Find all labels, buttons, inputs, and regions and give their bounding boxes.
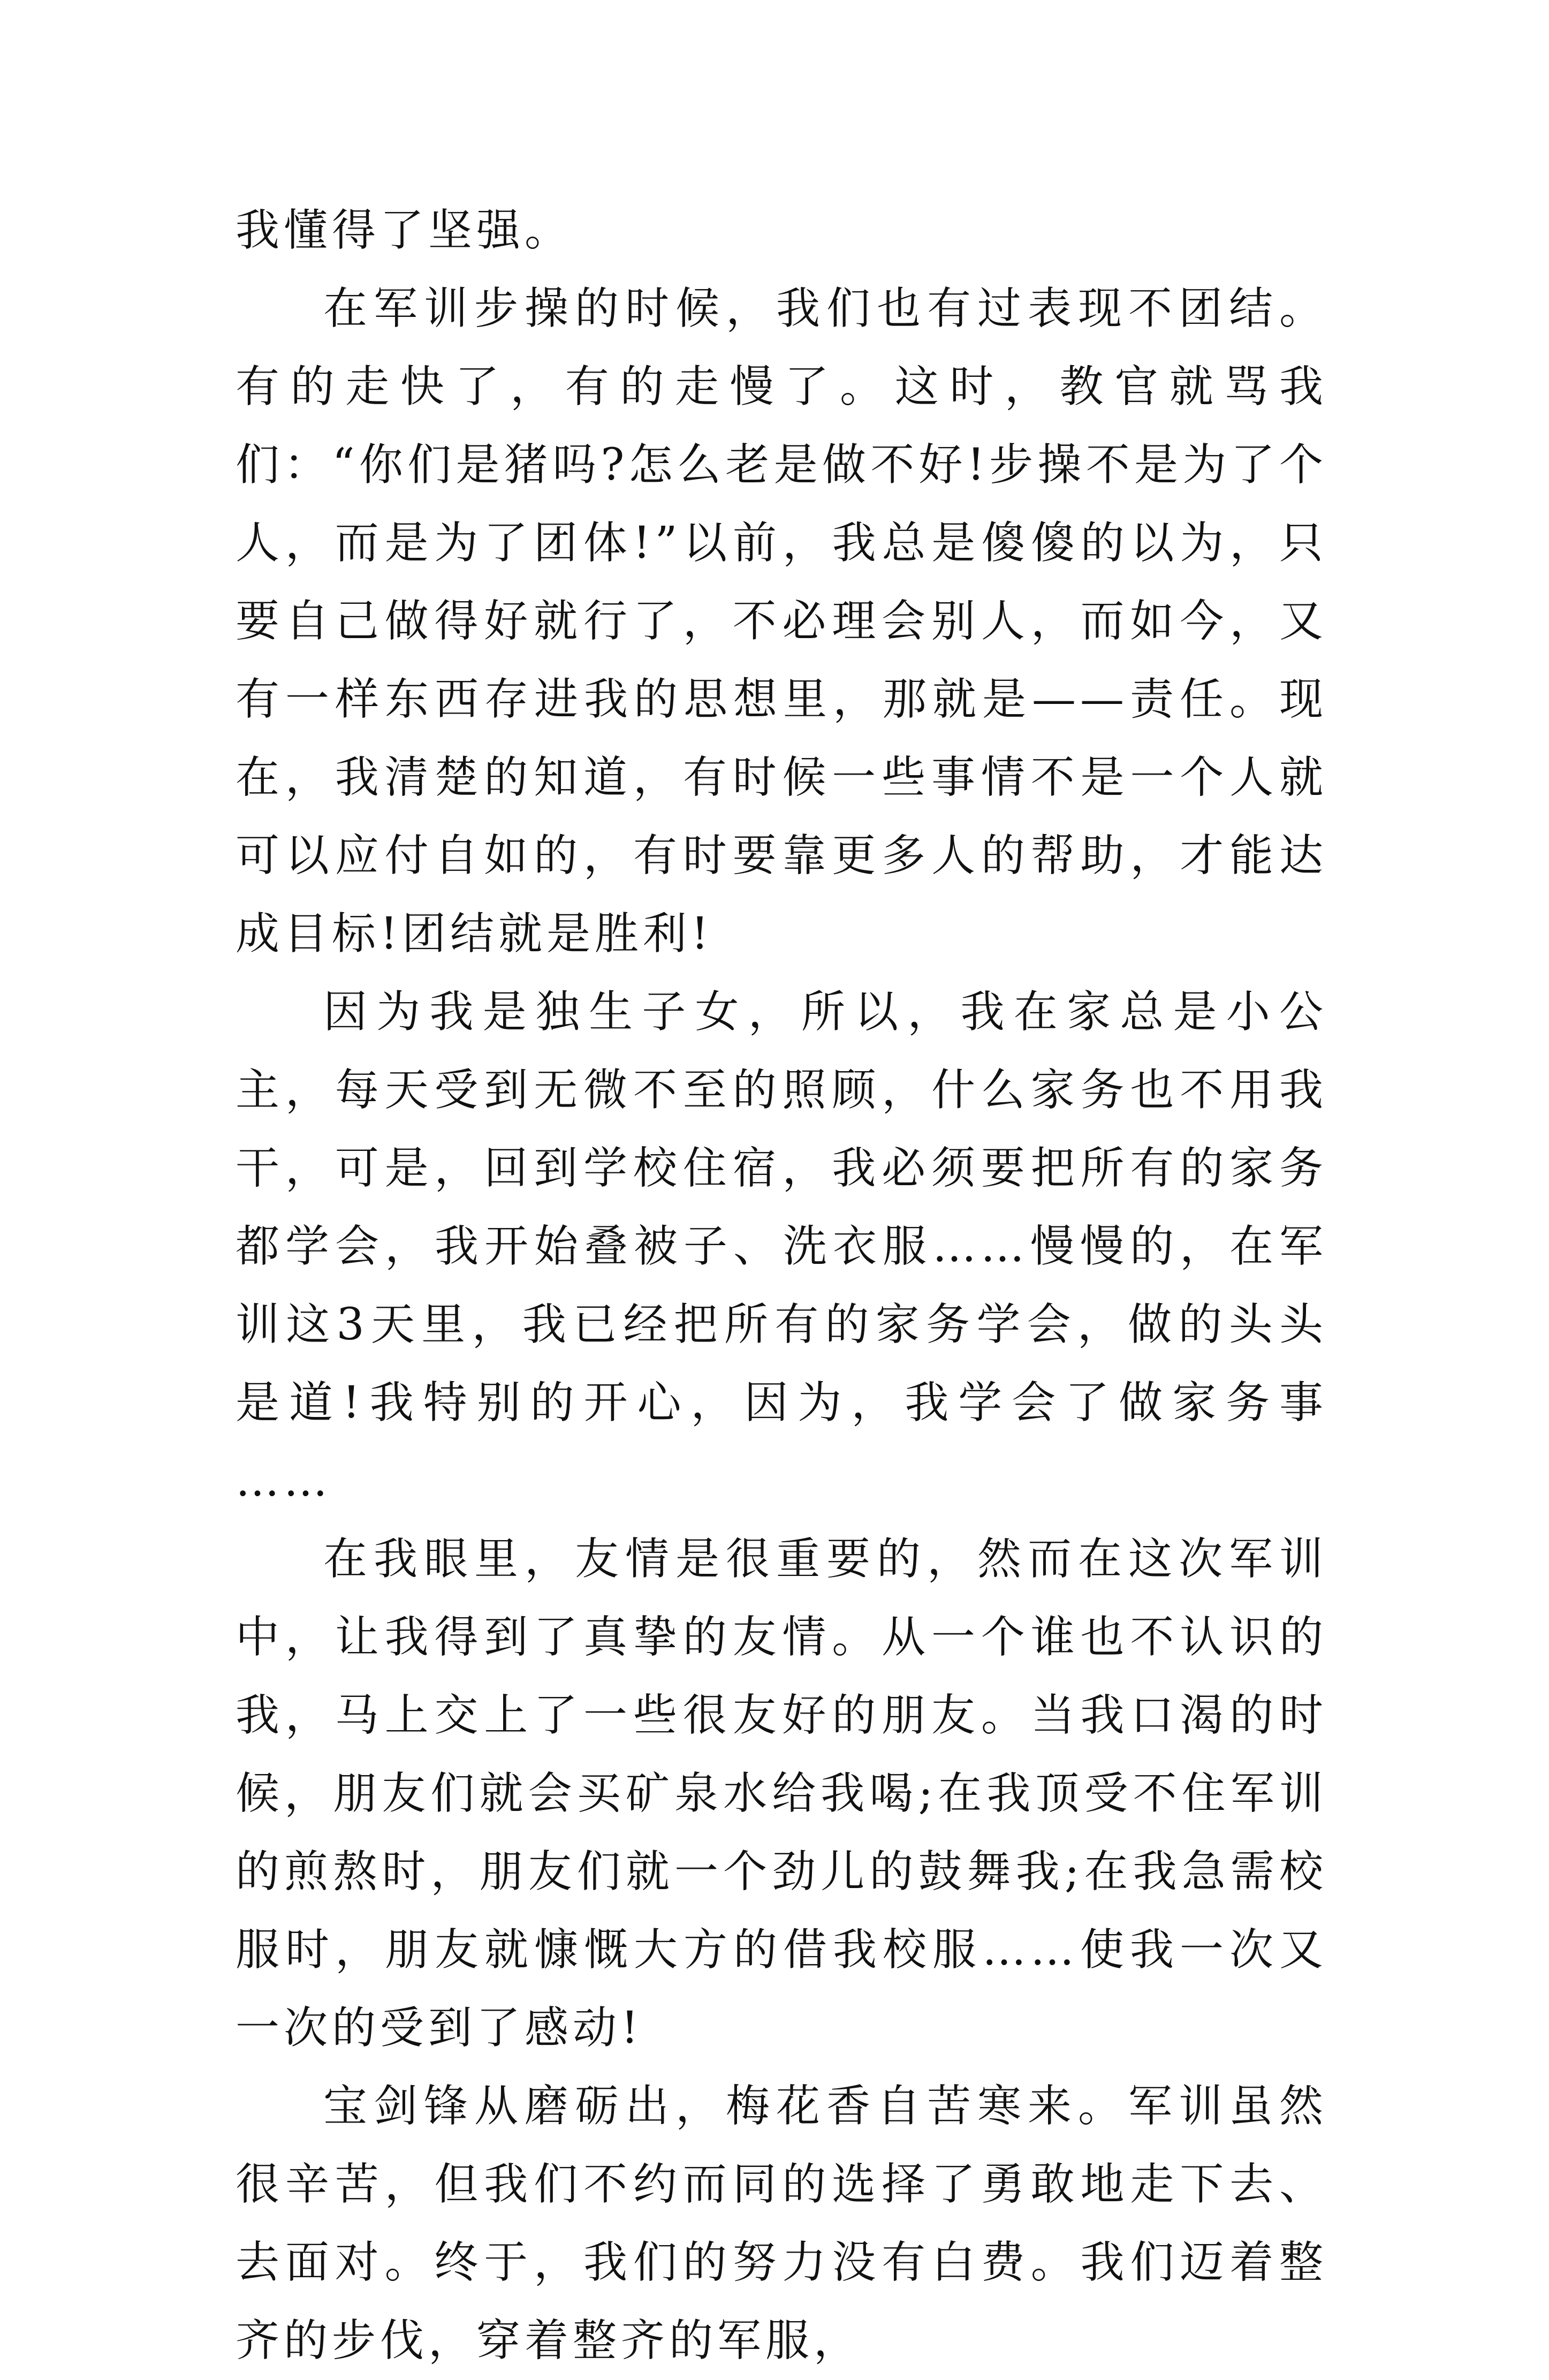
paragraph-3: 因为我是独生子女，所以，我在家总是小公主，每天受到无微不至的照顾，什么家务也不用我干，可是，回到学校住宿，我必须要把所有的家务都学会，我开始叠被子、洗衣服……慢慢的，在军训这3天里，我已经把所有的家务学会，做的头头是道!我特别的开心，因为，我学会了做家务事 …… xyxy=(236,987,1327,1506)
paragraph-5: 宝剑锋从磨砺出，梅花香自苦寒来。军训虽然很辛苦，但我们不约而同的选择了勇敢地走下去、去面对。终于，我们的努力没有白费。我们迈着整齐的步伐，穿着整齐的军服， xyxy=(236,2081,1327,2366)
paragraph-1: 我懂得了坚强。 xyxy=(236,205,573,256)
paragraph-2: 在军训步操的时候，我们也有过表现不团结。有的走快了，有的走慢了。这时，教官就骂我们：“你们是猪吗?怎么老是做不好!步操不是为了个人，而是为了团体!”以前，我总是傻傻的以为，只要自己做得好就行了，不必理会别人，而如今，又有一样东西存进我的思想里，那就是——责任。现在，我清楚的知道，有时候一些事情不是一个人就可以应付自如的，有时要靠更多人的帮助，才能达成目标!团结就是胜利! xyxy=(236,283,1327,959)
body-text xyxy=(236,192,1327,2380)
paragraph-4: 在我眼里，友情是很重要的，然而在这次军训中，让我得到了真挚的友情。从一个谁也不认识的我，马上交上了一些很友好的朋友。当我口渴的时候，朋友们就会买矿泉水给我喝;在我顶受不住军训的煎熬时，朋友们就一个劲儿的鼓舞我;在我急需校服时，朋友就慷慨大方的借我校服……使我一次又一次的受到了感动! xyxy=(236,1534,1327,2053)
